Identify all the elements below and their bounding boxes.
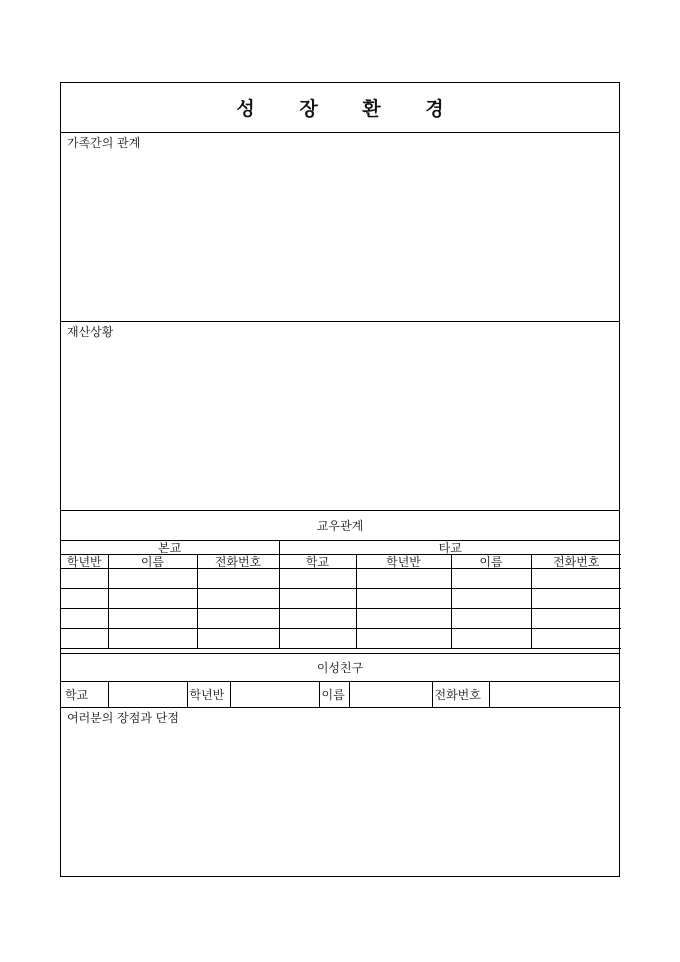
col-header-other-phone: 전화번호	[531, 555, 621, 569]
table-cell[interactable]	[356, 629, 451, 649]
table-cell[interactable]	[108, 589, 197, 609]
growth-environment-form	[60, 82, 620, 877]
own-school-header: 본교	[61, 541, 279, 555]
col-header-other-grade: 학년반	[356, 555, 451, 569]
table-cell[interactable]	[61, 609, 108, 629]
table-cell[interactable]	[197, 589, 279, 609]
table-cell[interactable]	[197, 609, 279, 629]
column-header-row	[61, 555, 621, 569]
grade-field[interactable]	[230, 682, 319, 708]
table-cell[interactable]	[531, 589, 621, 609]
table-cell[interactable]	[108, 629, 197, 649]
table-cell[interactable]	[279, 609, 356, 629]
opposite-sex-friend-row	[61, 682, 621, 708]
table-cell[interactable]	[356, 609, 451, 629]
property-section[interactable]	[61, 322, 619, 511]
table-cell[interactable]	[531, 609, 621, 629]
table-row	[61, 629, 621, 649]
strengths-label: 여러분의 장점과 단점	[67, 711, 179, 725]
school-label: 학교	[61, 682, 108, 708]
table-cell[interactable]	[531, 629, 621, 649]
phone-field[interactable]	[489, 682, 621, 708]
other-school-header: 타교	[279, 541, 621, 555]
table-cell[interactable]	[279, 629, 356, 649]
school-friends-title: 교우관계	[316, 519, 364, 533]
table-cell[interactable]	[279, 589, 356, 609]
family-relations-label: 가족간의 관계	[67, 136, 141, 150]
opposite-sex-friend-table-wrap	[61, 682, 619, 708]
school-field[interactable]	[108, 682, 187, 708]
table-cell[interactable]	[451, 629, 531, 649]
table-cell[interactable]	[108, 609, 197, 629]
col-header-name: 이름	[108, 555, 197, 569]
form-title-row	[61, 83, 619, 133]
table-cell[interactable]	[531, 569, 621, 589]
name-label: 이름	[319, 682, 349, 708]
opposite-sex-friend-title-row	[61, 653, 619, 682]
table-cell[interactable]	[356, 589, 451, 609]
table-cell[interactable]	[61, 589, 108, 609]
opposite-sex-friend-title: 이성친구	[316, 661, 364, 675]
table-cell[interactable]	[451, 609, 531, 629]
table-row	[61, 569, 621, 589]
opposite-sex-friend-table	[61, 682, 621, 708]
table-cell[interactable]	[197, 629, 279, 649]
table-cell[interactable]	[356, 569, 451, 589]
table-row	[61, 609, 621, 629]
school-friends-table	[61, 541, 621, 649]
property-label: 재산상황	[67, 325, 114, 339]
school-friends-title-row	[61, 511, 619, 541]
col-header-other-name: 이름	[451, 555, 531, 569]
table-row	[61, 589, 621, 609]
col-header-grade: 학년반	[61, 555, 108, 569]
form-title: 성 장 환 경	[236, 98, 444, 120]
table-cell[interactable]	[451, 589, 531, 609]
col-header-other-school: 학교	[279, 555, 356, 569]
phone-label: 전화번호	[432, 682, 489, 708]
strengths-section[interactable]	[61, 708, 619, 876]
col-header-phone: 전화번호	[197, 555, 279, 569]
family-relations-section[interactable]	[61, 133, 619, 322]
school-friends-table-wrap	[61, 541, 619, 649]
table-cell[interactable]	[197, 569, 279, 589]
table-cell[interactable]	[108, 569, 197, 589]
table-cell[interactable]	[279, 569, 356, 589]
table-cell[interactable]	[61, 629, 108, 649]
table-cell[interactable]	[451, 569, 531, 589]
name-field[interactable]	[349, 682, 432, 708]
table-cell[interactable]	[61, 569, 108, 589]
grade-label: 학년반	[187, 682, 230, 708]
